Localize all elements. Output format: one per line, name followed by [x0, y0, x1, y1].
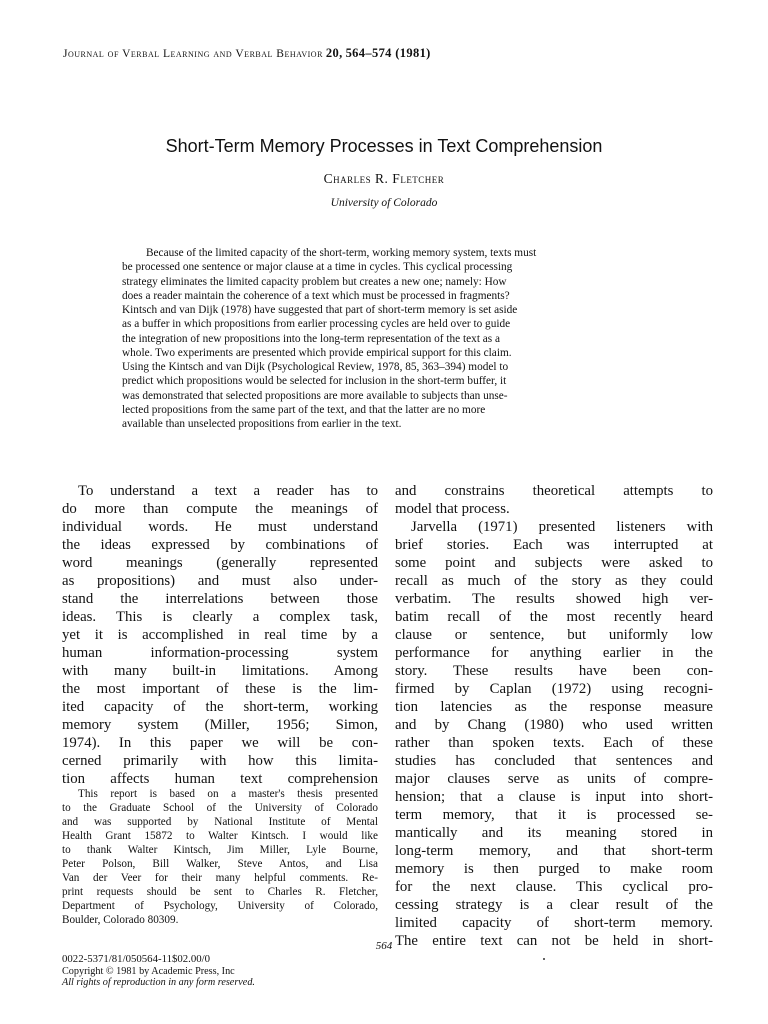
journal-name: Journal of Verbal Learning and Verbal Behavior — [63, 48, 323, 60]
body-line: the most important of these is the lim- — [62, 681, 378, 697]
body-line: firmed by Caplan (1972) using recogni- — [395, 681, 713, 697]
footnote-line: to the Graduate School of the University of Colorado — [62, 802, 378, 814]
page-number: 564 — [375, 940, 393, 952]
footnote — [62, 787, 378, 927]
body-line: 1974). In this paper we will be con- — [62, 735, 378, 751]
body-line: model that process. — [395, 501, 510, 517]
abstract-line: available than unselected propositions from earlier in the text. — [122, 418, 402, 430]
body-left-column — [62, 482, 378, 788]
copyright-block — [62, 954, 462, 989]
abstract-line: predict which propositions would be selected for inclusion in the short-term buffer, it — [122, 375, 507, 388]
footnote-line: Department of Psychology, University of Colorado, — [62, 900, 378, 912]
body-line: clause or sentence, but uniformly low — [395, 627, 713, 643]
abstract-line: be processed one sentence or major clause at a time in cycles. This cyclical processing — [122, 261, 513, 274]
footnote-line: Health Grant 15872 to Walter Kintsch. I would like — [62, 830, 378, 842]
body-line: and by Chang (1980) who used written — [395, 717, 713, 733]
body-line: brief stories. Each was interrupted at — [395, 537, 713, 553]
body-line: Jarvella (1971) presented listeners with — [411, 519, 713, 535]
body-line: word meanings (generally represented — [62, 555, 378, 571]
footnote-line: print requests should be sent to Charles R. Fletcher, — [62, 886, 378, 898]
body-line: the ideas expressed by combinations of — [62, 537, 378, 553]
rights-line: All rights of reproduction in any form reserved. — [62, 977, 255, 988]
footnote-line: Van der Veer for their many helpful comments. Re- — [62, 872, 378, 884]
abstract-line: strategy eliminates the limited capacity problem but creates a new one; namely: How — [122, 275, 507, 288]
body-line: for the next clause. This cyclical pro- — [395, 879, 713, 895]
body-line: performance for anything earlier in the — [395, 645, 713, 661]
article-code: 0022-5371/81/050564-11$02.00/0 — [62, 953, 211, 965]
body-line: ideas. This is clearly a complex task, — [62, 609, 378, 625]
abstract-line: whole. Two experiments are presented which provide empirical support for this claim. — [122, 346, 512, 359]
footnote-line: Peter Polson, Bill Walker, Steve Antos, and Lisa — [62, 858, 378, 870]
body-line: recall as much of the story as they could — [395, 573, 713, 589]
body-line: tion latencies as the response measure — [395, 699, 713, 715]
body-line: limited capacity of short-term memory. — [395, 915, 713, 931]
abstract-line: as a buffer in which propositions from earlier processing cycles are held over to guide — [122, 318, 511, 331]
body-line: The entire text can not be held in short- — [395, 933, 713, 949]
body-line: yet it is accomplished in real time by a — [62, 627, 378, 643]
body-line: as propositions) and must also under- — [62, 573, 378, 589]
body-line: verbatim. The results showed high ver- — [395, 591, 713, 607]
body-line: mantically and its meaning stored in — [395, 825, 713, 841]
body-line: batim recall of the most recently heard — [395, 609, 713, 625]
body-line: hension; that a clause is input into short- — [395, 789, 713, 805]
abstract-line: Kintsch and van Dijk (1978) have suggested that part of short-term memory is set aside — [122, 304, 518, 316]
footnote-line: This report is based on a master's thesis presented — [78, 788, 378, 800]
article-author: Charles R. Fletcher — [323, 171, 445, 186]
body-line: cessing strategy is a clear result of the — [395, 897, 713, 913]
body-line: memory is then purged to make room — [395, 861, 713, 877]
body-line: story. These results have been con- — [395, 663, 713, 679]
body-line: do more than compute the meanings of — [62, 501, 378, 517]
abstract-line: does a reader maintain the coherence of a text which must be processed in fragments? — [122, 289, 510, 302]
footnote-line: to thank Walter Kintsch, Jim Miller, Lyle Bourne, — [62, 844, 378, 856]
abstract-line: Because of the limited capacity of the short-term, working memory system, texts must — [146, 247, 537, 259]
body-line: long-term memory, and that short-term — [395, 843, 713, 859]
abstract-line: lected propositions from the same part of the text, and that the latter are no more — [122, 403, 486, 416]
body-line: stand the interrelations between those — [62, 591, 378, 607]
body-line: and constrains theoretical attempts to — [395, 483, 713, 499]
body-line: rather than spoken texts. Each of these — [395, 735, 713, 751]
body-right-column — [395, 482, 713, 950]
article-title: Short-Term Memory Processes in Text Comprehension — [165, 136, 603, 156]
journal-pages-year: 564–574 (1981) — [345, 46, 431, 60]
body-line: To understand a text a reader has to — [78, 483, 378, 499]
abstract-line: Using the Kintsch and van Dijk (Psychological Review, 1978, 85, 363–394) model to — [122, 361, 509, 373]
body-line: some point and subjects were asked to — [395, 555, 713, 571]
abstract-line: was demonstrated that selected propositions are more available to subjects than unse- — [122, 389, 508, 402]
body-line: major clauses serve as units of compre- — [395, 771, 713, 787]
footnote-line: Boulder, Colorado 80309. — [62, 914, 179, 926]
article-affiliation: University of Colorado — [330, 197, 438, 209]
body-line: individual words. He must understand — [62, 519, 378, 535]
journal-volume: 20, — [325, 46, 343, 60]
journal-header — [63, 46, 713, 61]
footnote-line: and was supported by National Institute of Mental — [62, 816, 378, 828]
body-line: human information-processing system — [62, 645, 378, 661]
scan-speck — [543, 958, 545, 960]
body-line: with many built-in limitations. Among — [62, 663, 378, 679]
body-line: term memory, that it is processed se- — [395, 807, 713, 823]
abstract-line: the integration of new propositions into the long-term representation of the text as a — [122, 332, 501, 345]
body-line: tion affects human text comprehension — [62, 771, 378, 787]
body-line: memory system (Miller, 1956; Simon, — [62, 717, 378, 733]
copyright-line: Copyright © 1981 by Academic Press, Inc — [62, 965, 235, 977]
body-line: studies has concluded that sentences and — [395, 753, 713, 769]
body-line: ited capacity of the short-term, working — [62, 699, 378, 715]
abstract — [122, 246, 654, 431]
body-line: cerned primarily with how this limita- — [62, 753, 378, 769]
